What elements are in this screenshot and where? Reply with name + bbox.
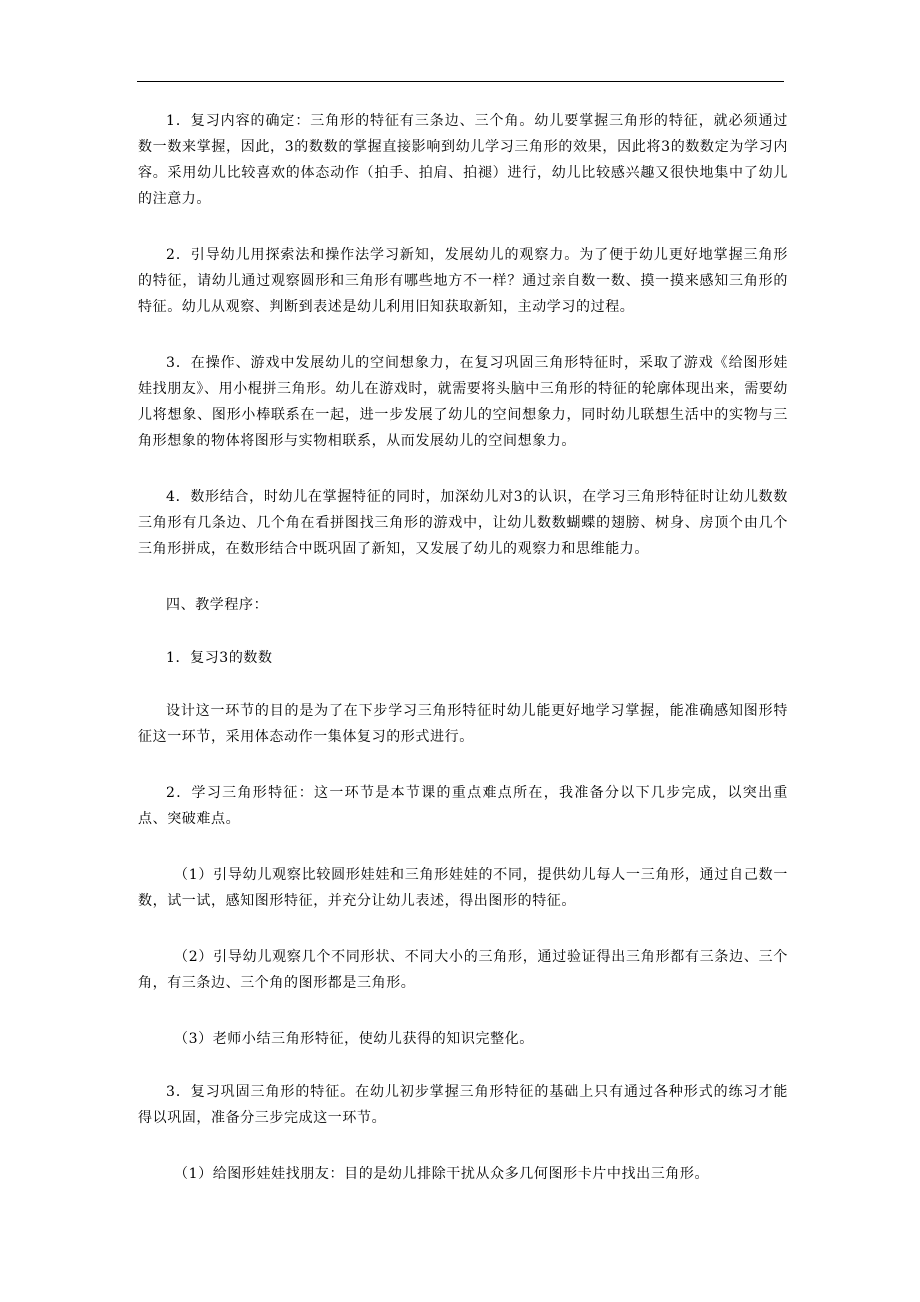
paragraph-substep-2: （2）引导幼儿观察几个不同形状、不同大小的三角形，通过验证得出三角形都有三条边、三个角，有三条边、三个角的图形都是三角形。 — [138, 949, 788, 991]
paragraph-spatial-imagination: 3．在操作、游戏中发展幼儿的空间想象力，在复习巩固三角形特征时，采取了游戏《给图形娃娃找朋友》、用小棍拼三角形。幼儿在游戏时，就需要将头脑中三角形的特征的轮廓体现出来，需要幼儿将想象、图形小棒联系在一起，进一步发展了幼儿的空间想象力，同时幼儿联想生活中的实物与三角形想象的物体将图形与实物相联系，从而发展幼儿的空间想象力。 — [138, 355, 788, 449]
paragraph-number-shape-combination: 4．数形结合，时幼儿在掌握特征的同时，加深幼儿对3的认识，在学习三角形特征时让幼儿数数三角形有几条边、几个角在看拼图找三角形的游戏中，让幼儿数数蝴蝶的翅膀、树身、房顶个由几个三角形拼成，在数形结合中既巩固了新知，又发展了幼儿的观察力和思维能力。 — [138, 489, 788, 557]
step-heading-review-counting: 1．复习3的数数 — [166, 650, 273, 666]
paragraph-step2-triangle-features: 2．学习三角形特征：这一环节是本节课的重点难点所在，我准备分以下几步完成，以突出重点、突破难点。 — [138, 785, 788, 827]
paragraph-substep-1: （1）引导幼儿观察比较圆形娃娃和三角形娃娃的不同，提供幼儿每人一三角形，通过自己数一数，试一试，感知图形特征，并充分让幼儿表述，得出图形的特征。 — [138, 867, 788, 909]
paragraph-step3-consolidation: 3．复习巩固三角形的特征。在幼儿初步掌握三角形特征的基础上只有通过各种形式的练习才能得以巩固，准备分三步完成这一环节。 — [138, 1084, 788, 1126]
paragraph-substep-3: （3）老师小结三角形特征，使幼儿获得的知识完整化。 — [174, 1031, 534, 1047]
paragraph-review-content: 1．复习内容的确定：三角形的特征有三条边、三个角。幼儿要掌握三角形的特征，就必须通过数一数来掌握，因此，3的数数的掌握直接影响到幼儿学习三角形的效果，因此将3的数数定为学习内容。采用幼儿比较喜欢的体态动作（拍手、拍肩、拍褪）进行，幼儿比较感兴趣又很快地集中了幼儿的注意力。 — [138, 113, 788, 207]
paragraph-exploration-method: 2．引导幼儿用探索法和操作法学习新知，发展幼儿的观察力。为了便于幼儿更好地掌握三角形的特征，请幼儿通过观察圆形和三角形有哪些地方不一样？通过亲自数一数、摸一摸来感知三角形的特征。幼儿从观察、判断到表述是幼儿利用旧知获取新知，主动学习的过程。 — [138, 247, 788, 315]
section-heading-teaching-procedure: 四、教学程序： — [166, 597, 269, 613]
paragraph-step3-substep-1: （1）给图形娃娃找朋友：目的是幼儿排除干扰从众多几何图形卡片中找出三角形。 — [174, 1166, 710, 1182]
header-rule — [137, 81, 784, 82]
document-body — [138, 108, 788, 1217]
paragraph-step1-design: 设计这一环节的目的是为了在下步学习三角形特征时幼儿能更好地学习掌握，能准确感知图形特征这一环节，采用体态动作一集体复习的形式进行。 — [138, 703, 788, 745]
